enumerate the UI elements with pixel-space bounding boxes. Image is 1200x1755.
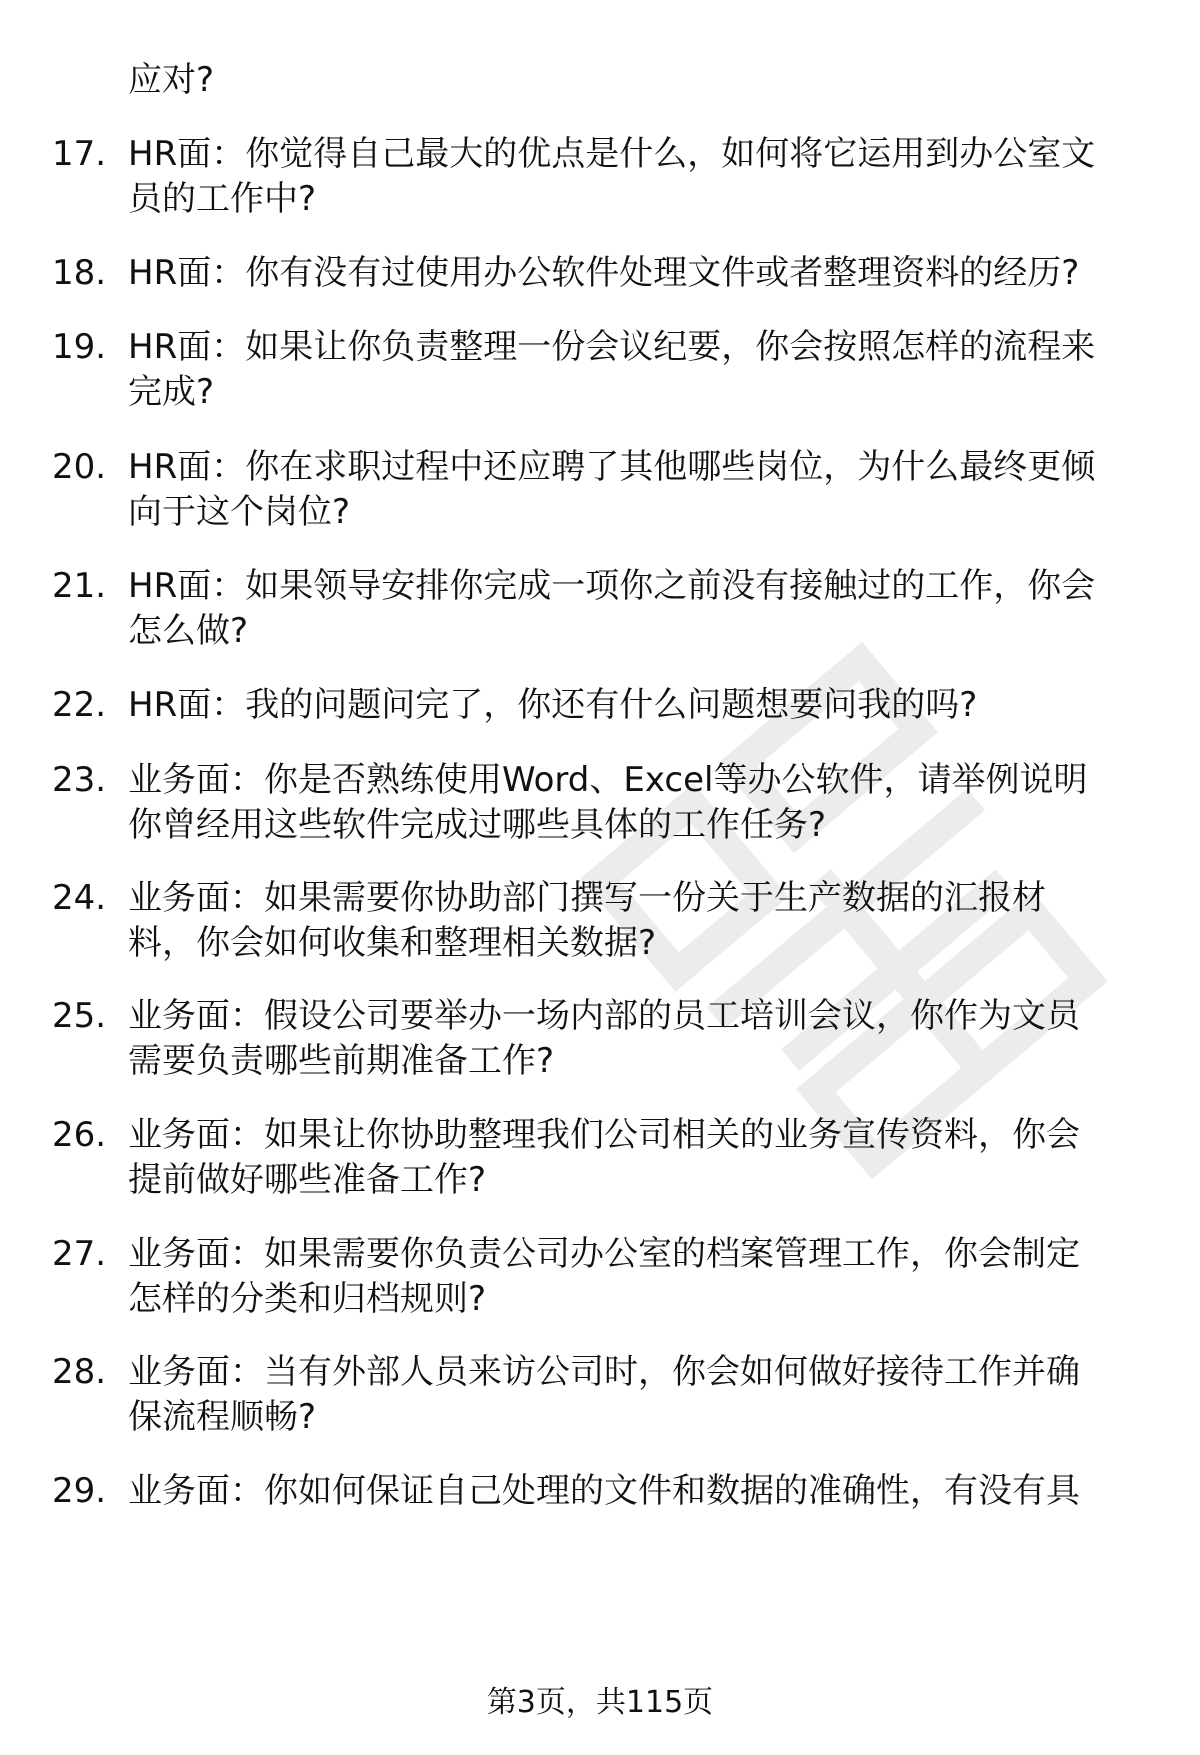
- question-text-line: 需要负责哪些前期准备工作?: [128, 1041, 555, 1081]
- question-number: 18.: [52, 253, 107, 293]
- question-text-line: HR面：如果让你负责整理一份会议纪要，你会按照怎样的流程来: [128, 327, 1096, 367]
- question-text-line: HR面：你觉得自己最大的优点是什么，如何将它运用到办公室文: [128, 134, 1096, 174]
- question-number: 28.: [52, 1352, 107, 1392]
- question-text-line: 料，你会如何收集和整理相关数据?: [128, 923, 657, 963]
- continued-question-text: 应对?: [128, 60, 215, 100]
- question-number: 26.: [52, 1115, 107, 1155]
- page-number-footer: 第3页，共115页: [486, 1685, 714, 1720]
- question-text-line: 完成?: [128, 372, 215, 412]
- question-text-line: 业务面：如果需要你协助部门撰写一份关于生产数据的汇报材: [128, 878, 1046, 918]
- question-number: 17.: [52, 134, 107, 174]
- question-text-line: 怎么做?: [128, 611, 249, 651]
- question-number: 21.: [52, 566, 107, 606]
- question-text-line: 业务面：假设公司要举办一场内部的员工培训会议，你作为文员: [128, 996, 1080, 1036]
- question-text-line: 业务面：你是否熟练使用Word、Excel等办公软件，请举例说明: [128, 760, 1088, 800]
- question-number: 20.: [52, 447, 107, 487]
- question-number: 19.: [52, 327, 107, 367]
- question-number: 25.: [52, 996, 107, 1036]
- question-number: 23.: [52, 760, 107, 800]
- question-text-line: 向于这个岗位?: [128, 492, 351, 532]
- question-text-line: HR面：你在求职过程中还应聘了其他哪些岗位，为什么最终更倾: [128, 447, 1096, 487]
- question-text-line: 业务面：如果需要你负责公司办公室的档案管理工作，你会制定: [128, 1234, 1080, 1274]
- question-text-line: 业务面：你如何保证自己处理的文件和数据的准确性，有没有具: [128, 1471, 1080, 1511]
- question-number: 22.: [52, 685, 107, 725]
- question-text-line: 业务面：如果让你协助整理我们公司相关的业务宣传资料，你会: [128, 1115, 1080, 1155]
- question-text-line: 员的工作中?: [128, 179, 317, 219]
- question-text-line: HR面：我的问题问完了，你还有什么问题想要问我的吗?: [128, 685, 978, 725]
- question-text-line: HR面：你有没有过使用办公软件处理文件或者整理资料的经历?: [128, 253, 1080, 293]
- question-text-line: 怎样的分类和归档规则?: [128, 1279, 487, 1319]
- question-text-line: 提前做好哪些准备工作?: [128, 1160, 487, 1200]
- question-number: 27.: [52, 1234, 107, 1274]
- question-number: 29.: [52, 1471, 107, 1511]
- question-text-line: 保流程顺畅?: [128, 1397, 317, 1437]
- question-text-line: HR面：如果领导安排你完成一项你之前没有接触过的工作，你会: [128, 566, 1096, 606]
- question-number: 24.: [52, 878, 107, 918]
- question-text-line: 业务面：当有外部人员来访公司时，你会如何做好接待工作并确: [128, 1352, 1080, 1392]
- question-text-line: 你曾经用这些软件完成过哪些具体的工作任务?: [128, 805, 827, 845]
